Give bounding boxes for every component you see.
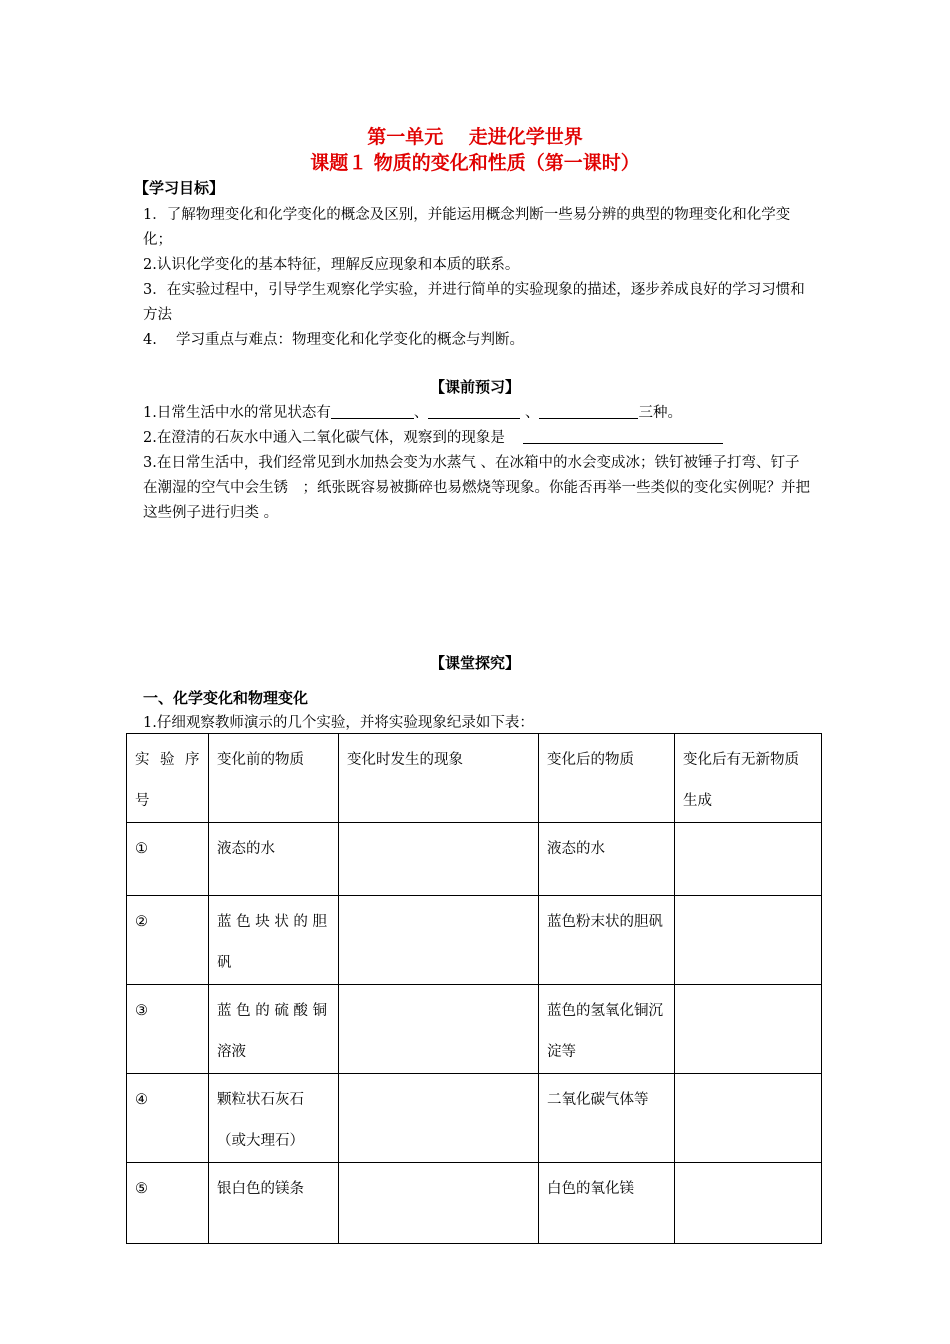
answer-blank-2[interactable] — [428, 402, 520, 419]
header-cell-after: 变化后的物质 — [539, 734, 675, 823]
answer-blank-4[interactable] — [523, 427, 723, 444]
unit-title: 第一单元 走进化学世界 — [367, 126, 583, 148]
cell-before: 银白色的镁条 — [209, 1163, 339, 1244]
cell-before: 蓝 色 的 硫 酸 铜 溶液 — [209, 985, 339, 1074]
preview-question-2 — [143, 426, 813, 451]
cell-number: ⑤ — [127, 1163, 209, 1244]
lesson-title: 课题１ 物质的变化和性质（第一课时） — [310, 152, 640, 174]
cell-before: 颗粒状石灰石（或大理石） — [209, 1074, 339, 1163]
q2-text: 2.在澄清的石灰水中通入二氧化碳气体，观察到的现象是 — [143, 430, 505, 446]
table-row — [127, 1163, 822, 1244]
objectives-heading: 【学习目标】 — [134, 179, 225, 197]
cell-phenomenon[interactable] — [339, 1074, 539, 1163]
cell-after: 二氧化碳气体等 — [539, 1074, 675, 1163]
objective-item-2: 2.认识化学变化的基本特征，理解反应现象和本质的联系。 — [143, 257, 520, 273]
preview-question-3: 3.在日常生活中，我们经常见到水加热会变为水蒸气 、在冰箱中的水会变成冰；铁钉被锤子打弯、钉子在潮湿的空气中会生锈 ；纸张既容易被撕碎也易燃烧等现象。你能否再举一些类似的变化实例呢？并把这些例子进行归类 。 — [143, 455, 810, 521]
header-cell-before: 变化前的物质 — [209, 734, 339, 823]
cell-number: ③ — [127, 985, 209, 1074]
cell-phenomenon[interactable] — [339, 896, 539, 985]
answer-blank-3[interactable] — [539, 402, 638, 419]
table-row — [127, 985, 822, 1074]
q1-suffix: 三种。 — [638, 405, 682, 421]
answer-blank-1[interactable] — [331, 402, 414, 419]
header-cell-new-substance: 变化后有无新物质生成 — [675, 734, 822, 823]
cell-after: 液态的水 — [539, 823, 675, 896]
cell-phenomenon[interactable] — [339, 985, 539, 1074]
objective-item-3: 3．在实验过程中，引导学生观察化学实验，并进行简单的实验现象的描述，逐步养成良好的学习习惯和方法 — [143, 282, 805, 323]
preview-heading: 【课前预习】 — [429, 378, 520, 396]
table-row — [127, 823, 822, 896]
cell-number: ② — [127, 896, 209, 985]
q1-prefix: 1.日常生活中水的常见状态有 — [143, 405, 331, 421]
cell-new-substance[interactable] — [675, 985, 822, 1074]
cell-after: 蓝色的氢氧化铜沉淀等 — [539, 985, 675, 1074]
objective-item-1: 1．了解物理变化和化学变化的概念及区别，并能运用概念判断一些易分辨的典型的物理变化和化学变化； — [143, 207, 791, 248]
header-cell-phenomenon: 变化时发生的现象 — [339, 734, 539, 823]
cell-after: 白色的氧化镁 — [539, 1163, 675, 1244]
cell-phenomenon[interactable] — [339, 1163, 539, 1244]
header-cell-number: 实 验 序 号 — [127, 734, 209, 823]
cell-before: 液态的水 — [209, 823, 339, 896]
table-header-row — [127, 734, 822, 823]
table-row — [127, 896, 822, 985]
observation-table — [126, 733, 822, 1244]
q1-separator-1: 、 — [413, 405, 429, 421]
table-row — [127, 1074, 822, 1163]
objective-item-4: 4. 学习重点与难点：物理变化和化学变化的概念与判断。 — [143, 332, 524, 348]
section-title: 一、化学变化和物理变化 — [143, 689, 309, 707]
cell-before: 蓝 色 块 状 的 胆 矾 — [209, 896, 339, 985]
cell-new-substance[interactable] — [675, 1163, 822, 1244]
table-instruction: 1.仔细观察教师演示的几个实验，并将实验现象纪录如下表： — [143, 715, 534, 731]
q1-separator-2: 、 — [524, 405, 540, 421]
cell-phenomenon[interactable] — [339, 823, 539, 896]
cell-number: ① — [127, 823, 209, 896]
cell-new-substance[interactable] — [675, 823, 822, 896]
cell-new-substance[interactable] — [675, 896, 822, 985]
cell-number: ④ — [127, 1074, 209, 1163]
cell-after: 蓝色粉末状的胆矾 — [539, 896, 675, 985]
cell-new-substance[interactable] — [675, 1074, 822, 1163]
explore-heading: 【课堂探究】 — [429, 654, 520, 672]
preview-question-1 — [143, 401, 813, 426]
